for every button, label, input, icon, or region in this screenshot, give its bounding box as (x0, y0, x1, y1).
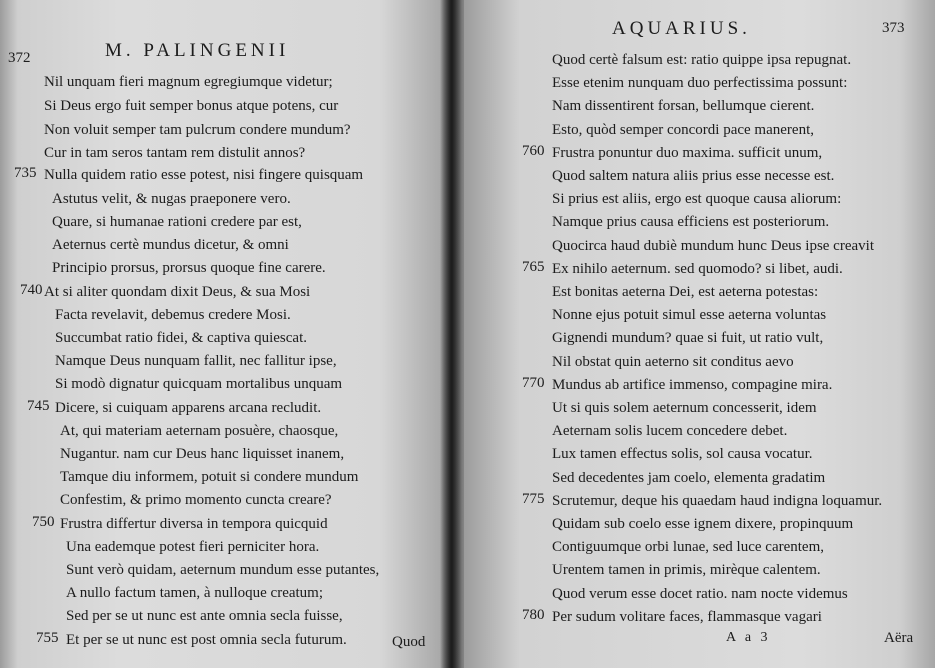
left-line-7: Quare, si humanae rationi credere par est, (52, 214, 302, 230)
left-line-1: Nil unquam fieri magnum egregiumque videtur; (44, 74, 333, 90)
left-line-23: A nullo factum tamen, à nulloque creatum; (66, 585, 324, 601)
left-line-14: Si modò dignatur quicquam mortalibus unquam (55, 376, 343, 392)
right-line-16: Ut si quis solem aeternum concesserit, idem (552, 400, 817, 416)
right-line-22: Contiguumque orbi lunae, sed luce carentem, (552, 539, 824, 555)
left-page-number: 372 (8, 50, 31, 66)
right-line-18: Lux tamen effectus solis, sol causa vocatur. (552, 446, 813, 462)
left-line-8: Aeternus certè mundus dicetur, & omni (52, 237, 289, 253)
left-line-21: Una eademque potest fieri perniciter hora. (66, 539, 320, 555)
right-line-13: Gignendi mundum? quae si fuit, ut ratio vult, (552, 330, 824, 346)
right-catchword: Aëra (884, 630, 914, 646)
left-line-15: Dicere, si cuiquam apparens arcana recludit. (55, 400, 322, 416)
right-line-6: Quod saltem natura aliis prius esse necesse est. (552, 168, 835, 184)
left-verse-number-735: 735 (14, 165, 37, 181)
right-running-header: AQUARIUS. (612, 18, 751, 39)
left-line-19: Confestim, & primo momento cuncta creare? (60, 492, 332, 508)
right-line-23: Urentem tamen in primis, mirèque calentem. (552, 562, 821, 578)
right-line-21: Quidam sub coelo esse ignem dixere, propinquum (552, 516, 854, 532)
right-line-10: Ex nihilo aeternum. sed quomodo? si libet, audi. (552, 261, 843, 277)
left-line-10: At si aliter quondam dixit Deus, & sua Mosi (44, 284, 311, 300)
right-line-24: Quod verum esse docet ratio. nam nocte videmus (552, 586, 848, 602)
right-line-2: Esse etenim nunquam duo perfectissima possunt: (552, 75, 848, 91)
left-catchword: Quod (392, 634, 426, 650)
right-line-11: Est bonitas aeterna Dei, est aeterna potestas: (552, 284, 819, 300)
left-line-13: Namque Deus nunquam fallit, nec fallitur ipse, (55, 353, 337, 369)
left-line-12: Succumbat ratio fidei, & captiva quiescat. (55, 330, 307, 346)
right-verse-number-770: 770 (522, 375, 545, 391)
right-line-14: Nil obstat quin aeterno sit conditus aevo (552, 354, 794, 370)
left-line-25: Et per se ut nunc est post omnia secla futurum. (66, 632, 347, 648)
right-line-19: Sed decedentes jam coelo, elementa gradatim (552, 470, 826, 486)
right-line-12: Nonne ejus potuit simul esse aeterna voluntas (552, 307, 827, 323)
right-line-20: Scrutemur, deque his quaedam haud indigna loquamur. (552, 493, 883, 509)
left-line-16: At, qui materiam aeternam posuère, chaosque, (60, 423, 339, 439)
right-line-25: Per sudum volitare faces, flammasque vagari (552, 609, 822, 625)
right-line-3: Nam dissentirent forsan, bellumque cierent. (552, 98, 815, 114)
right-page (464, 0, 935, 668)
left-line-2: Si Deus ergo fuit semper bonus atque potens, cur (44, 98, 339, 114)
left-line-3: Non voluit semper tam pulcrum condere mundum? (44, 122, 351, 138)
left-line-20: Frustra differtur diversa in tempora quicquid (60, 516, 328, 532)
left-verse-number-745: 745 (27, 398, 50, 414)
right-line-17: Aeternam solis lucem concedere debet. (552, 423, 788, 439)
right-line-9: Quocirca haud dubiè mundum hunc Deus ipse creavit (552, 238, 874, 254)
left-verse-number-755: 755 (36, 630, 59, 646)
right-signature-mark: A a 3 (726, 630, 771, 645)
right-page-number: 373 (882, 20, 905, 36)
right-verse-number-780: 780 (522, 607, 545, 623)
right-line-4: Esto, quòd semper concordi pace manerent, (552, 122, 814, 138)
right-line-7: Si prius est aliis, ergo est quoque causa aliorum: (552, 191, 842, 207)
right-line-1: Quod certè falsum est: ratio quippe ipsa repugnat. (552, 52, 852, 68)
left-line-9: Principio prorsus, prorsus quoque fine carere. (52, 260, 326, 276)
left-verse-number-750: 750 (32, 514, 55, 530)
left-line-22: Sunt verò quidam, aeternum mundum esse putantes, (66, 562, 380, 578)
right-line-15: Mundus ab artifice immenso, compagine mira. (552, 377, 833, 393)
left-line-5: Nulla quidem ratio esse potest, nisi fingere quisquam (44, 167, 364, 183)
right-verse-number-765: 765 (522, 259, 545, 275)
left-line-17: Nugantur. nam cur Deus hanc liquisset inanem, (60, 446, 345, 462)
right-line-8: Namque prius causa efficiens est posteriorum. (552, 214, 830, 230)
left-line-18: Tamque diu informem, potuit si condere mundum (60, 469, 359, 485)
left-line-24: Sed per se ut nunc est ante omnia secla fuisse, (66, 608, 343, 624)
book-gutter (440, 0, 464, 668)
left-line-11: Facta revelavit, debemus credere Mosi. (55, 307, 291, 323)
left-line-4: Cur in tam seros tantam rem distulit annos? (44, 145, 306, 161)
left-line-6: Astutus velit, & nugas praeponere vero. (52, 191, 291, 207)
left-page (0, 0, 440, 668)
right-verse-number-760: 760 (522, 143, 545, 159)
left-running-header: M. PALINGENII (105, 40, 290, 61)
right-line-5: Frustra ponuntur duo maxima. sufficit unum, (552, 145, 823, 161)
right-verse-number-775: 775 (522, 491, 545, 507)
left-verse-number-740: 740 (20, 282, 43, 298)
